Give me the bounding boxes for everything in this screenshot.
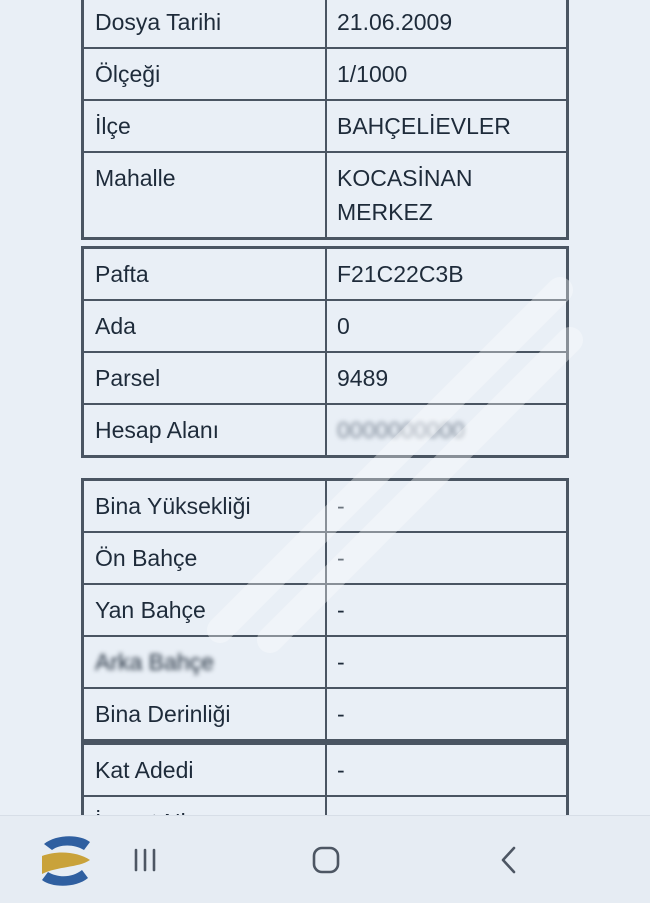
row-label: Pafta	[83, 248, 327, 301]
recents-icon	[130, 846, 160, 874]
row-value: -	[326, 688, 568, 741]
row-value: 0	[326, 300, 568, 352]
table-row	[83, 352, 568, 404]
row-label: Ön Bahçe	[83, 532, 327, 584]
row-label: Hesap Alanı	[83, 404, 327, 457]
row-value: BAHÇELİEVLER	[326, 100, 568, 152]
row-value: F21C22C3B	[326, 248, 568, 301]
home-button[interactable]	[304, 838, 348, 882]
zoning-table-setbacks	[81, 478, 569, 742]
table-row	[83, 480, 568, 533]
row-label: Kat Adedi	[83, 744, 327, 797]
row-label: Parsel	[83, 352, 327, 404]
row-label: Bina Yüksekliği	[83, 480, 327, 533]
table-row	[83, 0, 568, 48]
row-value: -	[326, 744, 568, 797]
row-label: Yan Bahçe	[83, 584, 327, 636]
row-label: İlçe	[83, 100, 327, 152]
row-label: Bina Derinliği	[83, 688, 327, 741]
table-row	[83, 636, 568, 688]
row-value: 9489	[326, 352, 568, 404]
table-row	[83, 404, 568, 457]
table-row	[83, 532, 568, 584]
brand-logo-icon	[34, 830, 98, 892]
row-value: -	[326, 636, 568, 688]
home-icon	[310, 844, 342, 876]
back-icon	[495, 844, 523, 876]
back-button[interactable]	[487, 838, 531, 882]
row-value: 1/1000	[326, 48, 568, 100]
zoning-table-general	[81, 0, 569, 240]
system-navigation-bar	[0, 815, 650, 903]
row-label: Ada	[83, 300, 327, 352]
row-label: Dosya Tarihi	[83, 0, 327, 48]
table-row	[83, 248, 568, 301]
table-row	[83, 48, 568, 100]
table-row	[83, 100, 568, 152]
row-value: KOCASİNAN MERKEZ	[326, 152, 568, 239]
table-row	[83, 688, 568, 741]
row-value: 21.06.2009	[326, 0, 568, 48]
table-row	[83, 152, 568, 239]
recents-button[interactable]	[123, 838, 167, 882]
row-value: -	[326, 532, 568, 584]
row-value: -	[326, 480, 568, 533]
table-row	[83, 744, 568, 797]
table-row	[83, 300, 568, 352]
table-row	[83, 584, 568, 636]
row-label: Mahalle	[83, 152, 327, 239]
zoning-table-parcel	[81, 246, 569, 458]
row-label: Ölçeği	[83, 48, 327, 100]
row-value: -	[326, 584, 568, 636]
row-value: 0000000000	[326, 404, 568, 457]
row-label: Arka Bahçe	[83, 636, 327, 688]
